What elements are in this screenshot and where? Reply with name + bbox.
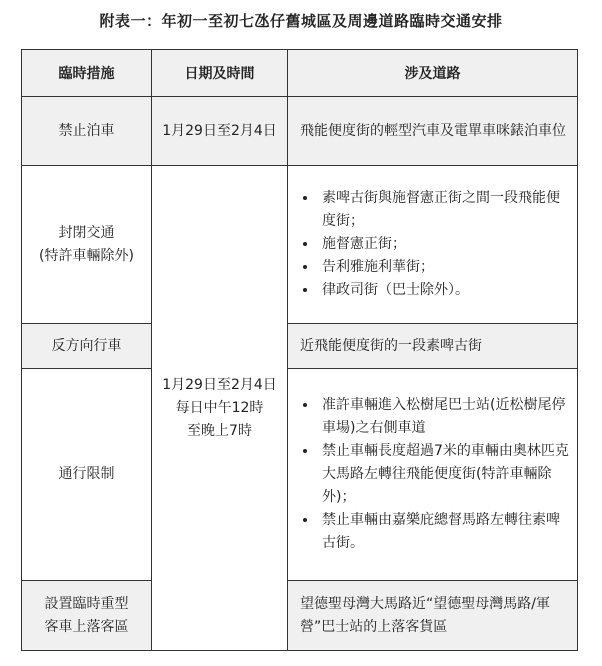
measure-cell <box>22 581 152 651</box>
roads-cell: 望德聖母灣大馬路近“望德聖母灣馬路/軍營”巴士站的上落客貨區 <box>288 581 578 651</box>
roads-cell <box>288 166 578 324</box>
measure-cell <box>22 166 152 324</box>
date-line: 1月29日至2月4日 <box>162 376 277 393</box>
measure-line: 客車上落客區 <box>44 618 129 635</box>
roads-cell <box>288 369 578 581</box>
measure-line: 封閉交通 <box>58 224 115 241</box>
date-cell: 1月29日至2月4日 <box>152 97 288 166</box>
table-row-reverse <box>22 324 578 369</box>
list-item: • 禁止車輛長度超過7米的車輛由奧林匹克大馬路左轉往飛能便度街(特許車輛除外)； <box>318 440 569 509</box>
list-item: • 告利雅施利華街； <box>318 256 569 279</box>
header-date: 日期及時間 <box>152 50 288 97</box>
road-list <box>300 394 569 555</box>
road-list <box>300 187 569 302</box>
measure-cell: 通行限制 <box>22 369 152 581</box>
table-row-coach <box>22 581 578 651</box>
table-row-no-parking <box>22 97 578 166</box>
list-item: • 律政司街（巴士除外）。 <box>318 279 569 302</box>
roads-cell: 飛能便度街的輕型汽車及電單車咪錶泊車位 <box>288 97 578 166</box>
table-row-closure <box>22 166 578 324</box>
header-roads: 涉及道路 <box>288 50 578 97</box>
page-title: 附表一：年初一至初七氹仔舊城區及周邊道路臨時交通安排 <box>99 12 503 30</box>
table-row-restriction <box>22 369 578 581</box>
measure-cell: 禁止泊車 <box>22 97 152 166</box>
shared-date-cell <box>152 166 288 651</box>
traffic-arrangement-table <box>21 49 578 651</box>
list-item: • 施督憲正街； <box>318 233 569 256</box>
table-header-row <box>22 50 578 97</box>
measure-cell: 反方向行車 <box>22 324 152 369</box>
header-measure: 臨時措施 <box>22 50 152 97</box>
measure-line: 設置臨時重型 <box>44 595 129 612</box>
list-item: • 准許車輛進入松樹尾巴士站(近松樹尾停車場)之右側車道 <box>318 394 569 440</box>
date-line: 每日中午12時 <box>175 399 264 416</box>
list-item: • 素啤古街與施督憲正街之間一段飛能便度街； <box>318 187 569 233</box>
measure-line: (特許車輛除外) <box>39 247 134 264</box>
date-line: 至晚上7時 <box>187 422 252 439</box>
list-item: • 禁止車輛由嘉樂庇總督馬路左轉往素啤古街。 <box>318 509 569 555</box>
roads-cell: 近飛能便度街的一段素啤古街 <box>288 324 578 369</box>
